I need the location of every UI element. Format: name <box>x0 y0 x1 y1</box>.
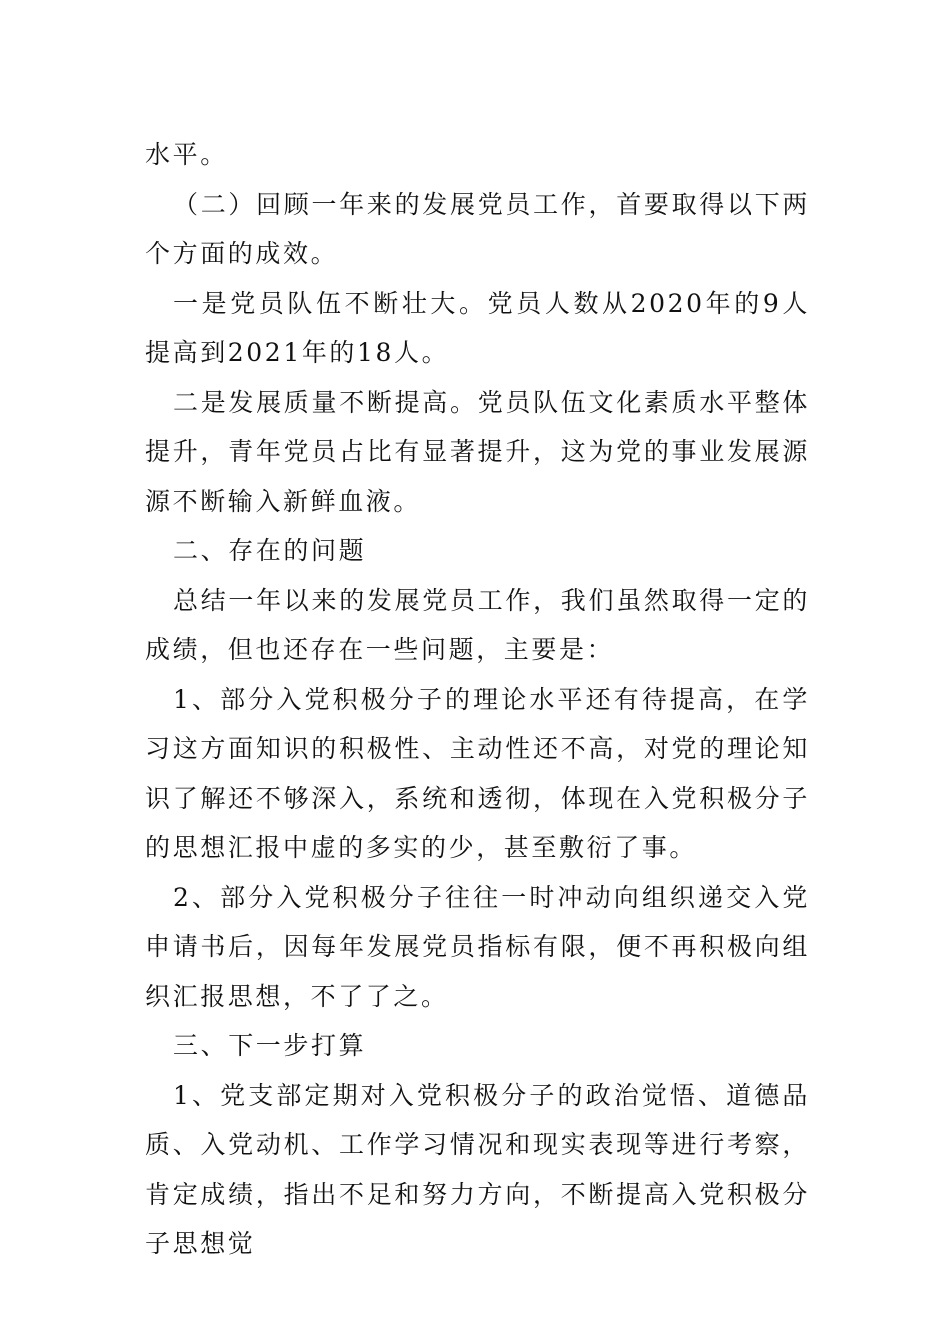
paragraph-continuation: 水平。 <box>145 140 228 169</box>
document-body <box>145 130 810 1269</box>
paragraph-achievements-intro: （二）回顾一年来的发展党员工作，首要取得以下两个方面的成效。 <box>145 189 810 268</box>
paragraph-problem-1: 1、部分入党积极分子的理论水平还有待提高，在学习这方面知识的积极性、主动性还不高，对党的理论知识了解还不够深入，系统和透彻，体现在入党积极分子的思想汇报中虚的多实的少，甚至敷衍了事。 <box>145 684 810 862</box>
paragraph-problems-summary: 总结一年以来的发展党员工作，我们虽然取得一定的成绩，但也还存在一些问题，主要是： <box>145 585 810 664</box>
paragraph-problem-2: 2、部分入党积极分子往往一时冲动向组织递交入党申请书后，因每年发展党员指标有限，便不再积极向组织汇报思想，不了了之。 <box>145 882 810 1011</box>
section-heading-problems: 二、存在的问题 <box>173 536 367 565</box>
paragraph-team-growth: 一是党员队伍不断壮大。党员人数从2020年的9人提高到2021年的18人。 <box>145 288 810 367</box>
paragraph-next-step-1: 1、党支部定期对入党积极分子的政治觉悟、道德品质、入党动机、工作学习情况和现实表现等进行考察，肯定成绩，指出不足和努力方向，不断提高入党积极分子思想觉 <box>145 1080 810 1258</box>
paragraph-quality-improvement: 二是发展质量不断提高。党员队伍文化素质水平整体提升，青年党员占比有显著提升，这为党的事业发展源源不断输入新鲜血液。 <box>145 387 810 516</box>
section-heading-next-steps: 三、下一步打算 <box>173 1031 367 1060</box>
